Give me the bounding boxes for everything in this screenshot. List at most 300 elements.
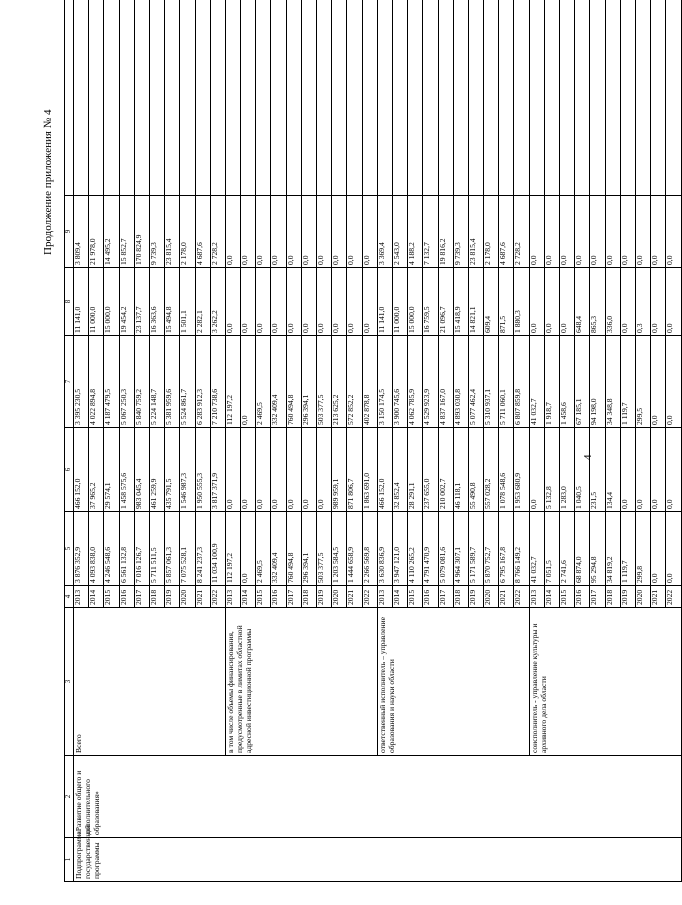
year-cell: 2019 bbox=[620, 586, 635, 608]
year-cell: 2014 bbox=[544, 586, 559, 608]
budget-table-body bbox=[65, 0, 682, 882]
year-cell: 2018 bbox=[149, 586, 164, 608]
value-cell: 1 283,0 bbox=[560, 428, 575, 512]
blank-cell bbox=[317, 0, 332, 196]
blank-cell bbox=[74, 0, 89, 196]
value-cell: 760 494,8 bbox=[286, 512, 301, 586]
value-cell: 41 032,7 bbox=[529, 512, 544, 586]
year-cell: 2015 bbox=[256, 586, 271, 608]
blank-cell bbox=[241, 0, 256, 196]
blank-cell bbox=[119, 0, 134, 196]
value-cell: 11 034 100,9 bbox=[210, 512, 225, 586]
value-cell: 466 152,0 bbox=[377, 428, 392, 512]
value-cell: 0,0 bbox=[301, 196, 316, 268]
value-cell: 0,0 bbox=[529, 196, 544, 268]
year-cell: 2014 bbox=[241, 586, 256, 608]
value-cell: 0,0 bbox=[620, 196, 635, 268]
table-row bbox=[529, 0, 544, 882]
value-cell: 0,3 bbox=[635, 268, 650, 336]
value-cell: 21 978,0 bbox=[89, 196, 104, 268]
value-cell: 4 687,6 bbox=[195, 196, 210, 268]
value-cell: 0,0 bbox=[286, 196, 301, 268]
value-cell: 466 152,0 bbox=[74, 428, 89, 512]
column-number-row bbox=[65, 0, 74, 882]
value-cell: 0,0 bbox=[605, 196, 620, 268]
value-cell: 1 040,5 bbox=[575, 428, 590, 512]
blank-cell bbox=[560, 0, 575, 196]
year-cell: 2018 bbox=[605, 586, 620, 608]
group-label: в том числе объемы финансирования, предусмотренные в лимитах областной адресной инвестиционной программы bbox=[225, 608, 377, 756]
value-cell: 5 067 250,3 bbox=[119, 336, 134, 428]
value-cell: 15 418,9 bbox=[453, 268, 468, 336]
column-number-5: 5 bbox=[65, 512, 74, 586]
value-cell: 19 454,2 bbox=[119, 268, 134, 336]
value-cell: 0,0 bbox=[256, 196, 271, 268]
value-cell: 0,0 bbox=[225, 196, 240, 268]
blank-cell bbox=[301, 0, 316, 196]
value-cell: 170 824,9 bbox=[134, 196, 149, 268]
value-cell: 0,0 bbox=[332, 196, 347, 268]
value-cell: 55 490,8 bbox=[468, 428, 483, 512]
value-cell: 112 197,2 bbox=[225, 336, 240, 428]
blank-cell bbox=[620, 0, 635, 196]
value-cell: 5 077 462,4 bbox=[468, 336, 483, 428]
year-cell: 2020 bbox=[635, 586, 650, 608]
value-cell: 0,0 bbox=[241, 336, 256, 428]
value-cell: 8 241 237,3 bbox=[195, 512, 210, 586]
appendix-label: Продолжение приложения № 4 bbox=[42, 109, 54, 255]
value-cell: 7 051,5 bbox=[544, 512, 559, 586]
value-cell: 32 852,4 bbox=[392, 428, 407, 512]
blank-cell bbox=[438, 0, 453, 196]
year-cell: 2020 bbox=[332, 586, 347, 608]
column-number-4: 4 bbox=[65, 586, 74, 608]
value-cell: 0,0 bbox=[286, 268, 301, 336]
year-cell: 2019 bbox=[317, 586, 332, 608]
table-row bbox=[74, 0, 89, 882]
value-cell: 0,0 bbox=[635, 196, 650, 268]
value-cell: 0,0 bbox=[256, 428, 271, 512]
value-cell: 5 079 081,6 bbox=[438, 512, 453, 586]
year-cell: 2019 bbox=[165, 586, 180, 608]
value-cell: 21 096,7 bbox=[438, 268, 453, 336]
value-cell: 0,0 bbox=[332, 268, 347, 336]
value-cell: 0,0 bbox=[575, 196, 590, 268]
value-cell: 8 766 149,2 bbox=[514, 512, 529, 586]
column-number-1: 1 bbox=[65, 838, 74, 882]
year-cell: 2014 bbox=[392, 586, 407, 608]
year-cell: 2013 bbox=[225, 586, 240, 608]
blank-cell bbox=[362, 0, 377, 196]
value-cell: 0,0 bbox=[635, 428, 650, 512]
table-row bbox=[377, 0, 392, 882]
value-cell: 557 028,2 bbox=[484, 428, 499, 512]
year-cell: 2017 bbox=[590, 586, 605, 608]
blank-cell bbox=[423, 0, 438, 196]
value-cell: 4 687,6 bbox=[499, 196, 514, 268]
value-cell: 0,0 bbox=[241, 428, 256, 512]
value-cell: 0,0 bbox=[241, 512, 256, 586]
year-cell: 2020 bbox=[180, 586, 195, 608]
value-cell: 6 807 859,8 bbox=[514, 336, 529, 428]
blank-cell bbox=[635, 0, 650, 196]
value-cell: 15 000,0 bbox=[104, 268, 119, 336]
value-cell: 4 110 265,2 bbox=[408, 512, 423, 586]
value-cell: 68 874,0 bbox=[575, 512, 590, 586]
value-cell: 2 282,1 bbox=[195, 268, 210, 336]
value-cell: 14 821,1 bbox=[468, 268, 483, 336]
value-cell: 296 394,1 bbox=[301, 336, 316, 428]
value-cell: 1 458,6 bbox=[560, 336, 575, 428]
year-cell: 2016 bbox=[271, 586, 286, 608]
value-cell: 19 816,2 bbox=[438, 196, 453, 268]
value-cell: 134,4 bbox=[605, 428, 620, 512]
year-cell: 2015 bbox=[104, 586, 119, 608]
value-cell: 402 878,8 bbox=[362, 336, 377, 428]
value-cell: 2 266 569,8 bbox=[362, 512, 377, 586]
value-cell: 1 950 555,3 bbox=[195, 428, 210, 512]
value-cell: 336,0 bbox=[605, 268, 620, 336]
value-cell: 0,0 bbox=[651, 336, 666, 428]
value-cell: 0,0 bbox=[225, 268, 240, 336]
year-cell: 2016 bbox=[423, 586, 438, 608]
value-cell: 0,0 bbox=[666, 268, 681, 336]
value-cell: 3 395 230,5 bbox=[74, 336, 89, 428]
blank-cell bbox=[377, 0, 392, 196]
value-cell: 0,0 bbox=[544, 268, 559, 336]
year-cell: 2013 bbox=[529, 586, 544, 608]
value-cell: 5 132,8 bbox=[544, 428, 559, 512]
value-cell: 4 187 479,5 bbox=[104, 336, 119, 428]
value-cell: 14 495,2 bbox=[104, 196, 119, 268]
value-cell: 0,0 bbox=[544, 196, 559, 268]
value-cell: 4 837 167,0 bbox=[438, 336, 453, 428]
value-cell: 0,0 bbox=[560, 196, 575, 268]
value-cell: 213 625,2 bbox=[332, 336, 347, 428]
value-cell: 23 815,4 bbox=[165, 196, 180, 268]
year-cell: 2017 bbox=[438, 586, 453, 608]
blank-cell bbox=[165, 0, 180, 196]
value-cell: 461 259,9 bbox=[149, 428, 164, 512]
blank-cell bbox=[271, 0, 286, 196]
value-cell: 3 262,2 bbox=[210, 268, 225, 336]
value-cell: 0,0 bbox=[666, 196, 681, 268]
value-cell: 11 141,0 bbox=[74, 268, 89, 336]
value-cell: 15 494,8 bbox=[165, 268, 180, 336]
value-cell: 648,4 bbox=[575, 268, 590, 336]
column-number-7: 7 bbox=[65, 336, 74, 428]
blank-cell bbox=[544, 0, 559, 196]
value-cell: 0,0 bbox=[301, 428, 316, 512]
year-cell: 2019 bbox=[468, 586, 483, 608]
value-cell: 435 791,5 bbox=[165, 428, 180, 512]
value-cell: 983 045,4 bbox=[134, 428, 149, 512]
value-cell: 0,0 bbox=[271, 268, 286, 336]
value-cell: 2 178,0 bbox=[484, 196, 499, 268]
value-cell: 0,0 bbox=[271, 428, 286, 512]
value-cell: 11 141,0 bbox=[377, 268, 392, 336]
page-number: 4 bbox=[582, 454, 594, 460]
blank-cell bbox=[408, 0, 423, 196]
value-cell: 2 469,5 bbox=[256, 336, 271, 428]
value-cell: 0,0 bbox=[317, 428, 332, 512]
year-cell: 2021 bbox=[195, 586, 210, 608]
value-cell: 3 876 352,9 bbox=[74, 512, 89, 586]
value-cell: 7 132,7 bbox=[423, 196, 438, 268]
year-cell: 2017 bbox=[286, 586, 301, 608]
value-cell: 15 000,0 bbox=[408, 268, 423, 336]
year-cell: 2018 bbox=[453, 586, 468, 608]
value-cell: 3 809,4 bbox=[74, 196, 89, 268]
value-cell: 4 022 894,8 bbox=[89, 336, 104, 428]
value-cell: 4 093 838,0 bbox=[89, 512, 104, 586]
value-cell: 37 965,2 bbox=[89, 428, 104, 512]
value-cell: 23 815,4 bbox=[468, 196, 483, 268]
blank-cell bbox=[104, 0, 119, 196]
value-cell: 231,5 bbox=[590, 428, 605, 512]
value-cell: 29 574,1 bbox=[104, 428, 119, 512]
blank-cell bbox=[605, 0, 620, 196]
value-cell: 0,0 bbox=[666, 512, 681, 586]
value-cell: 11 000,0 bbox=[89, 268, 104, 336]
value-cell: 6 283 912,3 bbox=[195, 336, 210, 428]
value-cell: 1 953 680,9 bbox=[514, 428, 529, 512]
value-cell: 0,0 bbox=[301, 268, 316, 336]
value-cell: 6 561 132,8 bbox=[119, 512, 134, 586]
value-cell: 4 246 548,6 bbox=[104, 512, 119, 586]
year-cell: 2013 bbox=[74, 586, 89, 608]
value-cell: 0,0 bbox=[362, 268, 377, 336]
value-cell: 871,5 bbox=[499, 268, 514, 336]
blank-cell bbox=[468, 0, 483, 196]
value-cell: 2 178,0 bbox=[180, 196, 195, 268]
year-cell: 2018 bbox=[301, 586, 316, 608]
value-cell: 5 381 959,6 bbox=[165, 336, 180, 428]
value-cell: 34 819,2 bbox=[605, 512, 620, 586]
value-cell: 609,4 bbox=[484, 268, 499, 336]
value-cell: 0,0 bbox=[529, 428, 544, 512]
value-cell: 0,0 bbox=[651, 268, 666, 336]
value-cell: 5 870 752,7 bbox=[484, 512, 499, 586]
blank-cell bbox=[89, 0, 104, 196]
year-cell: 2020 bbox=[484, 586, 499, 608]
value-cell: 1 119,7 bbox=[620, 512, 635, 586]
value-cell: 989 959,1 bbox=[332, 428, 347, 512]
blank-cell bbox=[256, 0, 271, 196]
column-number-8: 8 bbox=[65, 268, 74, 336]
column-number-2: 2 bbox=[65, 756, 74, 838]
blank-cell bbox=[453, 0, 468, 196]
value-cell: 4 188,2 bbox=[408, 196, 423, 268]
blank-cell bbox=[286, 0, 301, 196]
value-cell: 23 137,7 bbox=[134, 268, 149, 336]
year-cell: 2022 bbox=[514, 586, 529, 608]
blank-cell bbox=[666, 0, 681, 196]
value-cell: 0,0 bbox=[560, 268, 575, 336]
value-cell: 332 409,4 bbox=[271, 336, 286, 428]
value-cell: 41 032,7 bbox=[529, 336, 544, 428]
year-cell: 2016 bbox=[575, 586, 590, 608]
value-cell: 210 002,7 bbox=[438, 428, 453, 512]
value-cell: 5 857 061,3 bbox=[165, 512, 180, 586]
value-cell: 1 078 548,6 bbox=[499, 428, 514, 512]
blank-cell bbox=[499, 0, 514, 196]
column-number-3: 3 bbox=[65, 608, 74, 756]
value-cell: 0,0 bbox=[651, 196, 666, 268]
value-cell: 0,0 bbox=[620, 428, 635, 512]
value-cell: 3 947 121,0 bbox=[392, 512, 407, 586]
year-cell: 2021 bbox=[499, 586, 514, 608]
value-cell: 5 711 060,1 bbox=[499, 336, 514, 428]
blank-cell bbox=[210, 0, 225, 196]
blank-cell bbox=[651, 0, 666, 196]
value-cell: 5 711 511,5 bbox=[149, 512, 164, 586]
value-cell: 1 501,1 bbox=[180, 268, 195, 336]
blank-cell bbox=[392, 0, 407, 196]
value-cell: 4 529 923,9 bbox=[423, 336, 438, 428]
value-cell: 3 630 836,9 bbox=[377, 512, 392, 586]
value-cell: 95 294,8 bbox=[590, 512, 605, 586]
value-cell: 1 444 658,9 bbox=[347, 512, 362, 586]
budget-table bbox=[64, 0, 682, 882]
value-cell: 503 377,5 bbox=[317, 512, 332, 586]
year-cell: 2015 bbox=[560, 586, 575, 608]
value-cell: 760 494,8 bbox=[286, 336, 301, 428]
value-cell: 112 197,2 bbox=[225, 512, 240, 586]
value-cell: 2 741,6 bbox=[560, 512, 575, 586]
value-cell: 0,0 bbox=[620, 268, 635, 336]
value-cell: 299,8 bbox=[635, 512, 650, 586]
year-cell: 2022 bbox=[362, 586, 377, 608]
blank-cell bbox=[484, 0, 499, 196]
value-cell: 3 817 371,9 bbox=[210, 428, 225, 512]
value-cell: 0,0 bbox=[286, 428, 301, 512]
value-cell: 296 394,1 bbox=[301, 512, 316, 586]
year-cell: 2015 bbox=[408, 586, 423, 608]
value-cell: 0,0 bbox=[666, 336, 681, 428]
blank-cell bbox=[149, 0, 164, 196]
value-cell: 4 791 470,9 bbox=[423, 512, 438, 586]
blank-cell bbox=[347, 0, 362, 196]
value-cell: 1 119,7 bbox=[620, 336, 635, 428]
value-cell: 9 739,3 bbox=[453, 196, 468, 268]
value-cell: 0,0 bbox=[347, 196, 362, 268]
value-cell: 5 840 759,2 bbox=[134, 336, 149, 428]
value-cell: 3 150 174,5 bbox=[377, 336, 392, 428]
value-cell: 3 369,4 bbox=[377, 196, 392, 268]
value-cell: 0,0 bbox=[225, 428, 240, 512]
value-cell: 28 291,1 bbox=[408, 428, 423, 512]
blank-cell bbox=[529, 0, 544, 196]
value-cell: 1 918,7 bbox=[544, 336, 559, 428]
table-row bbox=[225, 0, 240, 882]
value-cell: 0,0 bbox=[651, 428, 666, 512]
year-cell: 2021 bbox=[347, 586, 362, 608]
value-cell: 3 900 745,6 bbox=[392, 336, 407, 428]
value-cell: 4 964 307,1 bbox=[453, 512, 468, 586]
blank-cell bbox=[180, 0, 195, 196]
value-cell: 7 075 528,1 bbox=[180, 512, 195, 586]
blank-cell bbox=[575, 0, 590, 196]
value-cell: 503 377,5 bbox=[317, 336, 332, 428]
value-cell: 1 863 691,0 bbox=[362, 428, 377, 512]
year-cell: 2014 bbox=[89, 586, 104, 608]
value-cell: 2 469,5 bbox=[256, 512, 271, 586]
value-cell: 332 409,4 bbox=[271, 512, 286, 586]
value-cell: 67 185,1 bbox=[575, 336, 590, 428]
value-cell: 0,0 bbox=[241, 196, 256, 268]
column-number-9: 9 bbox=[65, 196, 74, 268]
value-cell: 0,0 bbox=[271, 196, 286, 268]
year-cell: 2022 bbox=[666, 586, 681, 608]
year-cell: 2013 bbox=[377, 586, 392, 608]
blank-cell bbox=[134, 0, 149, 196]
value-cell: 5 224 148,7 bbox=[149, 336, 164, 428]
year-cell: 2022 bbox=[210, 586, 225, 608]
value-cell: 46 118,1 bbox=[453, 428, 468, 512]
value-cell: 2 728,2 bbox=[514, 196, 529, 268]
group-label: соисполнитель - управление культуры и архивного дела области bbox=[529, 608, 681, 756]
value-cell: 0,0 bbox=[241, 268, 256, 336]
value-cell: 1 880,3 bbox=[514, 268, 529, 336]
year-cell: 2017 bbox=[134, 586, 149, 608]
value-cell: 237 655,0 bbox=[423, 428, 438, 512]
value-cell: 94 198,0 bbox=[590, 336, 605, 428]
value-cell: 0,0 bbox=[666, 428, 681, 512]
value-cell: 572 852,2 bbox=[347, 336, 362, 428]
value-cell: 0,0 bbox=[362, 196, 377, 268]
value-cell: 5 171 589,7 bbox=[468, 512, 483, 586]
value-cell: 0,0 bbox=[529, 268, 544, 336]
value-cell: 1 203 584,5 bbox=[332, 512, 347, 586]
blank-cell bbox=[514, 0, 529, 196]
blank-cell bbox=[590, 0, 605, 196]
value-cell: 11 000,0 bbox=[392, 268, 407, 336]
value-cell: 1 546 987,3 bbox=[180, 428, 195, 512]
blank-cell bbox=[65, 0, 74, 196]
blank-cell bbox=[195, 0, 210, 196]
value-cell: 7 210 738,6 bbox=[210, 336, 225, 428]
value-cell: 4 062 785,9 bbox=[408, 336, 423, 428]
value-cell: 2 543,0 bbox=[392, 196, 407, 268]
value-cell: 5 310 937,1 bbox=[484, 336, 499, 428]
value-cell: 299,5 bbox=[635, 336, 650, 428]
group-label: Всего bbox=[74, 608, 226, 756]
subprogram-label: Подпрограмма государственной программы bbox=[74, 838, 682, 882]
value-cell: 0,0 bbox=[590, 196, 605, 268]
value-cell: 0,0 bbox=[317, 268, 332, 336]
value-cell: 7 016 126,7 bbox=[134, 512, 149, 586]
year-cell: 2021 bbox=[651, 586, 666, 608]
subprogram-name: «Развитие общего и дополнительного образования» bbox=[74, 756, 682, 838]
value-cell: 0,0 bbox=[256, 268, 271, 336]
value-cell: 16 759,5 bbox=[423, 268, 438, 336]
value-cell: 5 524 861,7 bbox=[180, 336, 195, 428]
value-cell: 15 852,7 bbox=[119, 196, 134, 268]
column-number-6: 6 bbox=[65, 428, 74, 512]
group-label: ответственный исполнитель – управление образования и науки области bbox=[377, 608, 529, 756]
value-cell: 0,0 bbox=[347, 268, 362, 336]
value-cell: 871 806,7 bbox=[347, 428, 362, 512]
blank-cell bbox=[332, 0, 347, 196]
value-cell: 9 739,3 bbox=[149, 196, 164, 268]
year-cell: 2016 bbox=[119, 586, 134, 608]
value-cell: 16 363,6 bbox=[149, 268, 164, 336]
value-cell: 34 348,8 bbox=[605, 336, 620, 428]
value-cell: 6 795 167,8 bbox=[499, 512, 514, 586]
value-cell: 0,0 bbox=[317, 196, 332, 268]
value-cell: 865,3 bbox=[590, 268, 605, 336]
